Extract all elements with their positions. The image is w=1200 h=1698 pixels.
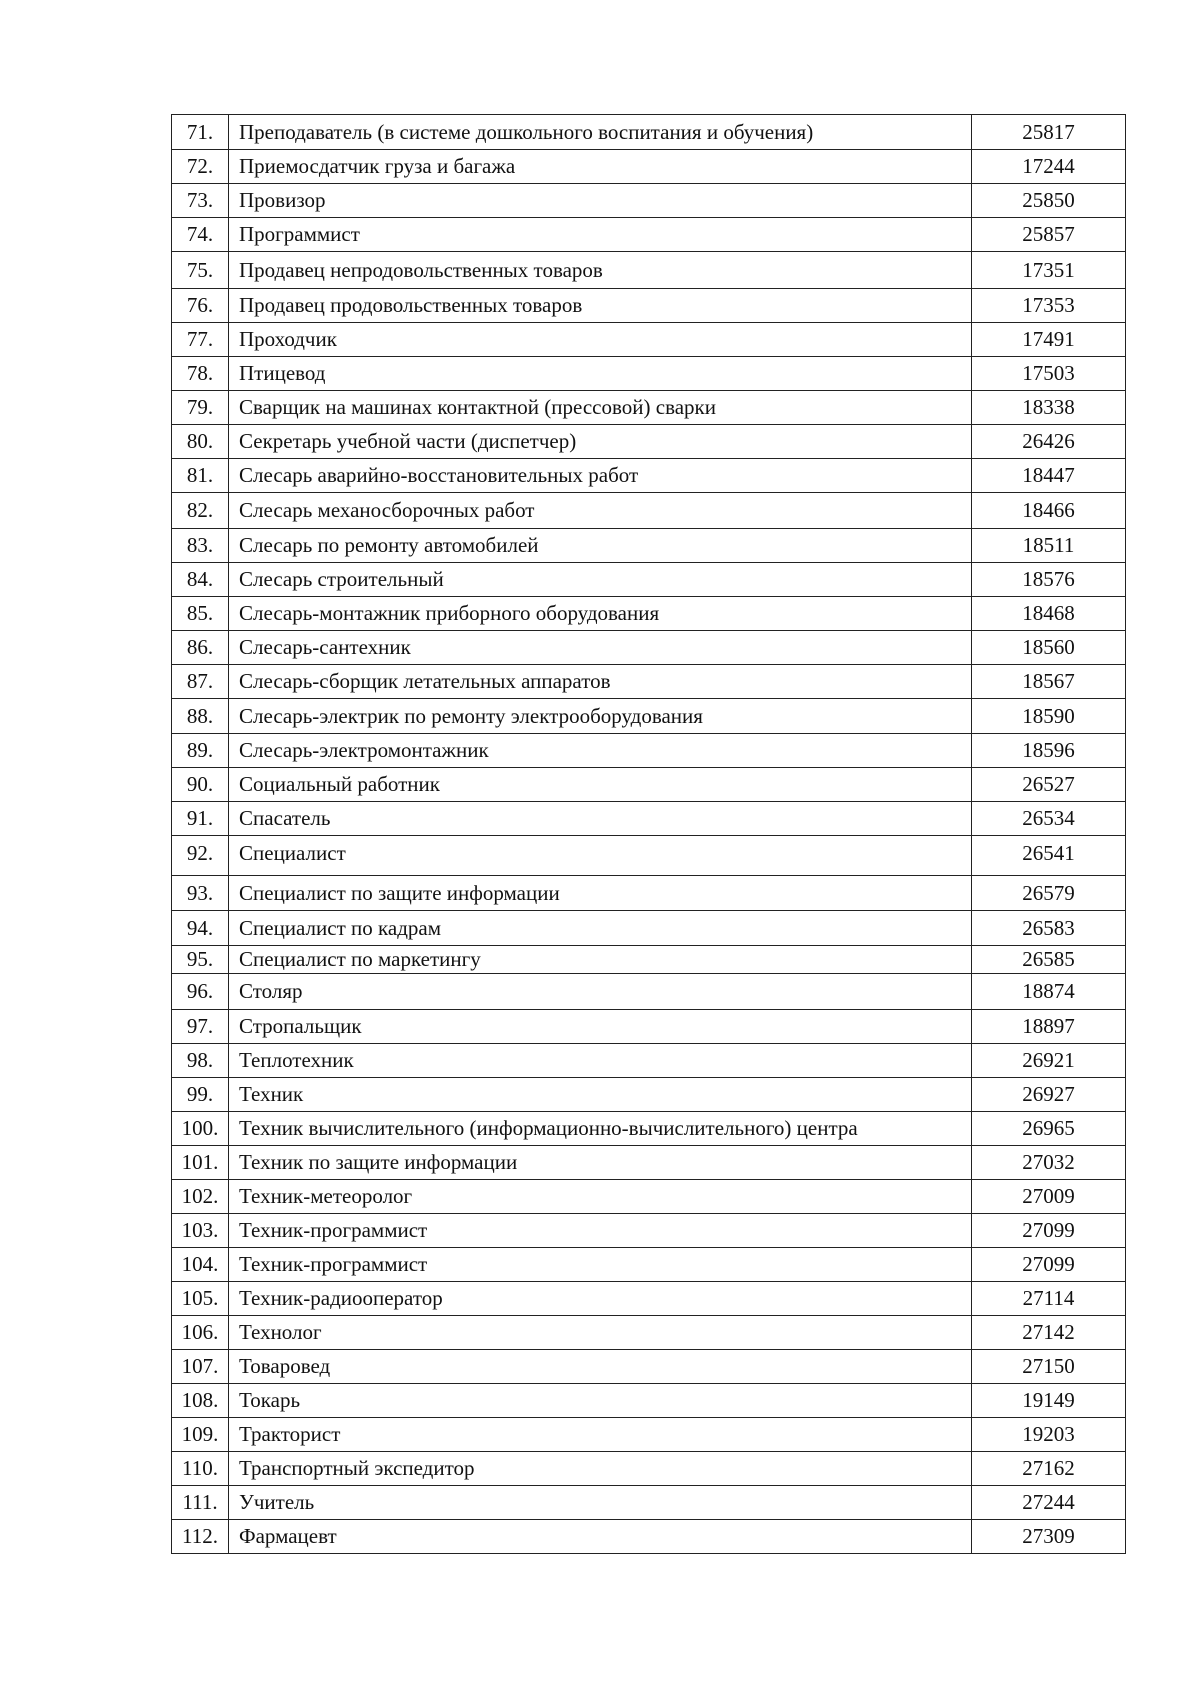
row-number: 98. — [172, 1044, 229, 1078]
profession-name: Слесарь строительный — [229, 563, 972, 597]
profession-code: 18560 — [972, 631, 1126, 665]
profession-code: 27150 — [972, 1350, 1126, 1384]
profession-name: Продавец продовольственных товаров — [229, 289, 972, 323]
row-number: 111. — [172, 1486, 229, 1520]
profession-name: Приемосдатчик груза и багажа — [229, 150, 972, 184]
table-row — [172, 974, 1126, 1010]
table-row — [172, 665, 1126, 699]
row-number: 109. — [172, 1418, 229, 1452]
profession-name: Сварщик на машинах контактной (прессовой) сварки — [229, 391, 972, 425]
profession-code: 27099 — [972, 1248, 1126, 1282]
row-number: 73. — [172, 184, 229, 218]
table-row — [172, 252, 1126, 289]
table-row — [172, 184, 1126, 218]
row-number: 78. — [172, 357, 229, 391]
row-number: 92. — [172, 836, 229, 876]
profession-code: 27309 — [972, 1520, 1126, 1554]
row-number: 85. — [172, 597, 229, 631]
row-number: 72. — [172, 150, 229, 184]
profession-name: Проходчик — [229, 323, 972, 357]
profession-code: 26541 — [972, 836, 1126, 876]
row-number: 89. — [172, 734, 229, 768]
table-row — [172, 1520, 1126, 1554]
profession-codes-table — [171, 114, 1126, 1554]
row-number: 91. — [172, 802, 229, 836]
profession-code: 27114 — [972, 1282, 1126, 1316]
profession-code: 27099 — [972, 1214, 1126, 1248]
profession-code: 26579 — [972, 876, 1126, 911]
table-row — [172, 597, 1126, 631]
table-row — [172, 911, 1126, 946]
row-number: 84. — [172, 563, 229, 597]
profession-name: Транспортный экспедитор — [229, 1452, 972, 1486]
table-row — [172, 768, 1126, 802]
profession-name: Токарь — [229, 1384, 972, 1418]
row-number: 87. — [172, 665, 229, 699]
profession-code: 25857 — [972, 218, 1126, 252]
row-number: 71. — [172, 115, 229, 150]
table-row — [172, 357, 1126, 391]
profession-name: Социальный работник — [229, 768, 972, 802]
row-number: 110. — [172, 1452, 229, 1486]
table-row — [172, 1078, 1126, 1112]
table-row — [172, 631, 1126, 665]
row-number: 80. — [172, 425, 229, 459]
profession-name: Учитель — [229, 1486, 972, 1520]
table-row — [172, 1418, 1126, 1452]
table-row — [172, 1282, 1126, 1316]
row-number: 86. — [172, 631, 229, 665]
profession-code: 25850 — [972, 184, 1126, 218]
profession-name: Преподаватель (в системе дошкольного воспитания и обучения) — [229, 115, 972, 150]
profession-code: 18590 — [972, 699, 1126, 734]
profession-name: Слесарь-электромонтажник — [229, 734, 972, 768]
table-row — [172, 289, 1126, 323]
table-row — [172, 1010, 1126, 1044]
profession-code: 17244 — [972, 150, 1126, 184]
table-row — [172, 946, 1126, 974]
profession-code: 19149 — [972, 1384, 1126, 1418]
profession-code: 18874 — [972, 974, 1126, 1010]
profession-code: 18447 — [972, 459, 1126, 493]
row-number: 76. — [172, 289, 229, 323]
profession-name: Специалист — [229, 836, 972, 876]
profession-code: 18567 — [972, 665, 1126, 699]
row-number: 97. — [172, 1010, 229, 1044]
profession-code: 19203 — [972, 1418, 1126, 1452]
profession-name: Слесарь-монтажник приборного оборудования — [229, 597, 972, 631]
profession-code: 17351 — [972, 252, 1126, 289]
profession-code: 27009 — [972, 1180, 1126, 1214]
table-row — [172, 493, 1126, 529]
table-row — [172, 1112, 1126, 1146]
row-number: 102. — [172, 1180, 229, 1214]
profession-name: Специалист по защите информации — [229, 876, 972, 911]
profession-code: 26965 — [972, 1112, 1126, 1146]
profession-name: Теплотехник — [229, 1044, 972, 1078]
table-row — [172, 699, 1126, 734]
profession-code: 18466 — [972, 493, 1126, 529]
profession-code: 17491 — [972, 323, 1126, 357]
profession-name: Слесарь механосборочных работ — [229, 493, 972, 529]
table-row — [172, 1214, 1126, 1248]
table-row — [172, 323, 1126, 357]
profession-name: Специалист по кадрам — [229, 911, 972, 946]
profession-name: Продавец непродовольственных товаров — [229, 252, 972, 289]
row-number: 95. — [172, 946, 229, 974]
table-row — [172, 1486, 1126, 1520]
profession-name: Товаровед — [229, 1350, 972, 1384]
profession-name: Специалист по маркетингу — [229, 946, 972, 974]
profession-name: Слесарь-электрик по ремонту электрооборудования — [229, 699, 972, 734]
profession-name: Тракторист — [229, 1418, 972, 1452]
row-number: 104. — [172, 1248, 229, 1282]
profession-name: Технолог — [229, 1316, 972, 1350]
row-number: 103. — [172, 1214, 229, 1248]
profession-code: 27032 — [972, 1146, 1126, 1180]
profession-name: Слесарь аварийно-восстановительных работ — [229, 459, 972, 493]
profession-name: Слесарь по ремонту автомобилей — [229, 529, 972, 563]
profession-code: 26583 — [972, 911, 1126, 946]
row-number: 93. — [172, 876, 229, 911]
profession-code: 26527 — [972, 768, 1126, 802]
table-row — [172, 1316, 1126, 1350]
profession-code: 18468 — [972, 597, 1126, 631]
table-row — [172, 391, 1126, 425]
profession-name: Техник по защите информации — [229, 1146, 972, 1180]
profession-code: 27244 — [972, 1486, 1126, 1520]
table-row — [172, 1044, 1126, 1078]
profession-code: 25817 — [972, 115, 1126, 150]
profession-code: 18897 — [972, 1010, 1126, 1044]
profession-name: Столяр — [229, 974, 972, 1010]
profession-name: Программист — [229, 218, 972, 252]
profession-code: 26927 — [972, 1078, 1126, 1112]
profession-code: 17503 — [972, 357, 1126, 391]
row-number: 99. — [172, 1078, 229, 1112]
profession-name: Стропальщик — [229, 1010, 972, 1044]
table-row — [172, 1384, 1126, 1418]
profession-code: 26426 — [972, 425, 1126, 459]
profession-code: 26921 — [972, 1044, 1126, 1078]
row-number: 83. — [172, 529, 229, 563]
profession-name: Слесарь-сантехник — [229, 631, 972, 665]
profession-code: 17353 — [972, 289, 1126, 323]
table-row — [172, 529, 1126, 563]
table-row — [172, 876, 1126, 911]
profession-name: Техник вычислительного (информационно-вычислительного) центра — [229, 1112, 972, 1146]
profession-name: Птицевод — [229, 357, 972, 391]
profession-code: 18596 — [972, 734, 1126, 768]
row-number: 112. — [172, 1520, 229, 1554]
profession-name: Фармацевт — [229, 1520, 972, 1554]
row-number: 82. — [172, 493, 229, 529]
profession-name: Техник-программист — [229, 1248, 972, 1282]
profession-code: 26534 — [972, 802, 1126, 836]
row-number: 90. — [172, 768, 229, 802]
row-number: 74. — [172, 218, 229, 252]
profession-name: Слесарь-сборщик летательных аппаратов — [229, 665, 972, 699]
row-number: 79. — [172, 391, 229, 425]
row-number: 107. — [172, 1350, 229, 1384]
row-number: 106. — [172, 1316, 229, 1350]
profession-code: 27162 — [972, 1452, 1126, 1486]
table-row — [172, 1452, 1126, 1486]
table-row — [172, 802, 1126, 836]
table-row — [172, 1350, 1126, 1384]
profession-code: 27142 — [972, 1316, 1126, 1350]
table-row — [172, 1180, 1126, 1214]
row-number: 75. — [172, 252, 229, 289]
profession-code: 26585 — [972, 946, 1126, 974]
profession-name: Секретарь учебной части (диспетчер) — [229, 425, 972, 459]
row-number: 105. — [172, 1282, 229, 1316]
table-row — [172, 459, 1126, 493]
profession-name: Спасатель — [229, 802, 972, 836]
table-row — [172, 1248, 1126, 1282]
table-row — [172, 563, 1126, 597]
row-number: 108. — [172, 1384, 229, 1418]
row-number: 100. — [172, 1112, 229, 1146]
row-number: 96. — [172, 974, 229, 1010]
row-number: 88. — [172, 699, 229, 734]
table-row — [172, 218, 1126, 252]
profession-name: Техник-программист — [229, 1214, 972, 1248]
profession-name: Техник — [229, 1078, 972, 1112]
profession-name: Техник-метеоролог — [229, 1180, 972, 1214]
profession-name: Техник-радиооператор — [229, 1282, 972, 1316]
table-row — [172, 115, 1126, 150]
row-number: 101. — [172, 1146, 229, 1180]
table-row — [172, 425, 1126, 459]
table-row — [172, 1146, 1126, 1180]
table-row — [172, 150, 1126, 184]
row-number: 94. — [172, 911, 229, 946]
profession-code: 18576 — [972, 563, 1126, 597]
row-number: 81. — [172, 459, 229, 493]
profession-code: 18511 — [972, 529, 1126, 563]
profession-code: 18338 — [972, 391, 1126, 425]
profession-name: Провизор — [229, 184, 972, 218]
row-number: 77. — [172, 323, 229, 357]
table-row — [172, 734, 1126, 768]
table-row — [172, 836, 1126, 876]
